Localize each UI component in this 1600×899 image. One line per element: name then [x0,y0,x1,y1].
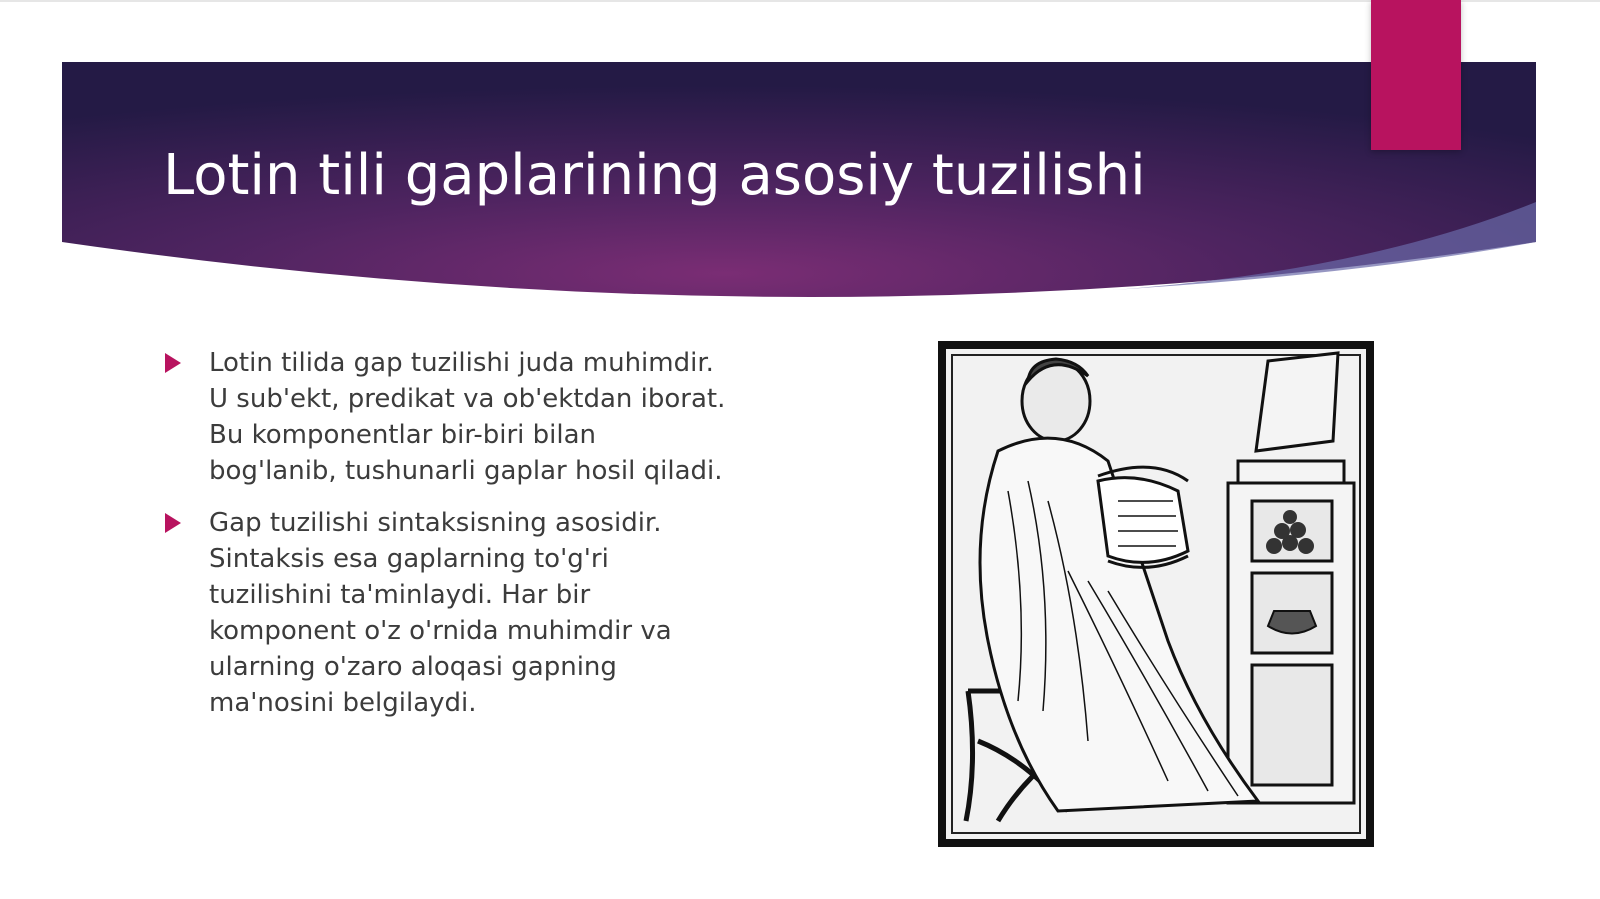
bullet-text: Gap tuzilishi sintaksisning asosidir. Sintaksis esa gaplarning to'g'ri tuzilishini ta'minlaydi. Har bir komponent o'z o'rnida muhimdir va ularning o'zaro aloqasi gapning ma'nosini belgilaydi. [209,508,672,718]
accent-tab [1371,0,1461,150]
bullet-arrow-icon [165,353,181,373]
bullet-item [165,345,785,489]
top-border [0,0,1600,2]
bullet-arrow-icon [165,513,181,533]
bullet-list [165,345,785,737]
bullet-text: Lotin tilida gap tuzilishi juda muhimdir. U sub'ekt, predikat va ob'ektdan iborat. Bu komponentlar bir-biri bilan bog'lanib, tushunarli gaplar hosil qiladi. [209,348,726,486]
bullet-item [165,505,785,721]
slide-title: Lotin tili gaplarining asosiy tuzilishi [163,143,1146,208]
scholar-reading-illustration [938,341,1374,847]
